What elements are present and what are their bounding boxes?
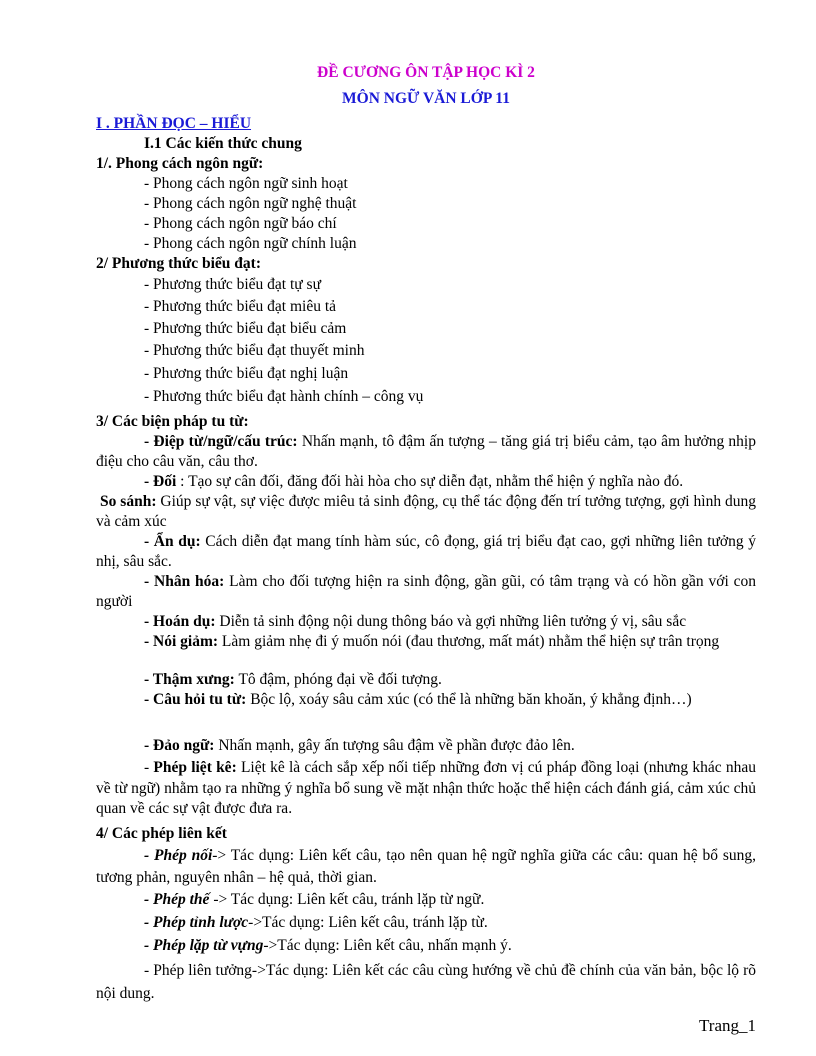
term: - Phép thế: [144, 891, 210, 908]
paragraph-phep-lien-tuong: - Phép liên tưởng->Tác dụng: Liên kết các câu cùng hướng về chủ đề chính của văn bản, bộc lộ rõ nội dung.: [96, 962, 756, 1002]
paragraph-cau-hoi: [96, 690, 756, 710]
text: ->Tác dụng: Liên kết câu, nhấn mạnh ý.: [263, 937, 512, 954]
paragraph-an-du: [96, 532, 756, 572]
page-number: Trang_1: [699, 1016, 756, 1035]
term: - Nhân hóa:: [144, 573, 225, 590]
heading-bien-phap: 3/ Các biện pháp tu từ:: [96, 413, 249, 430]
text: Tô đậm, phóng đại về đối tượng.: [234, 671, 442, 688]
paragraph-so-sanh: [96, 492, 756, 532]
text: Nhấn mạnh, tô đậm ấn tượng – tăng giá trị biểu cảm, tạo âm hưởng nhịp điệu cho câu văn, câu thơ.: [96, 433, 756, 470]
list-item: - Phương thức biểu đạt thuyết minh: [144, 342, 365, 359]
paragraph-noi-giam: [96, 632, 756, 652]
paragraph-tham-xung: [96, 670, 756, 690]
term: - Hoán dụ:: [144, 613, 216, 630]
dash: -: [144, 759, 154, 776]
term: - Điệp từ/ngữ/cấu trúc:: [144, 433, 298, 450]
text: -> Tác dụng: Liên kết câu, tạo nên quan hệ ngữ nghĩa giữa các câu: quan hệ bổ sung, tương phản, nguyên nhân – hệ quả, thời gian.: [96, 847, 756, 886]
text: ->Tác dụng: Liên kết câu, tránh lặp từ.: [248, 914, 488, 931]
text: : Tạo sự cân đối, đăng đối hài hòa cho sự diễn đạt, nhằm thể hiện ý nghĩa nào đó.: [176, 473, 684, 490]
doc-title: ĐỀ CƯƠNG ÔN TẬP HỌC KÌ 2: [317, 64, 535, 81]
text: Giúp sự vật, sự việc được miêu tả sinh động, cụ thể tác động đến trí tưởng tượng, gợi hình dung và cảm xúc: [96, 493, 757, 530]
doc-subtitle: MÔN NGỮ VĂN LỚP 11: [342, 90, 510, 107]
list-item: - Phương thức biểu đạt tự sự: [144, 276, 321, 293]
list-item: - Phong cách ngôn ngữ chính luận: [144, 235, 357, 252]
text: Nhấn mạnh, gây ấn tượng sâu đậm về phần được đảo lên.: [214, 737, 575, 754]
heading-phuong-thuc: 2/ Phương thức biểu đạt:: [96, 255, 261, 272]
paragraph-nhan-hoa: [96, 572, 756, 612]
term: - Đảo ngữ:: [144, 737, 215, 754]
heading-lien-ket: 4/ Các phép liên kết: [96, 825, 227, 842]
paragraph-phep-the: [96, 890, 756, 910]
list-item: - Phong cách ngôn ngữ nghệ thuật: [144, 195, 357, 212]
list-item: - Phong cách ngôn ngữ báo chí: [144, 215, 337, 232]
paragraph-hoan-du: [96, 612, 756, 632]
term: - Thậm xưng:: [144, 671, 235, 688]
text: Bộc lộ, xoáy sâu cảm xúc (có thể là những băn khoăn, ý khẳng định…): [246, 691, 692, 708]
text: Diễn tả sinh động nội dung thông báo và gợi những liên tưởng ý vị, sâu sắc: [215, 613, 687, 630]
paragraph-dao-ngu: [96, 736, 756, 756]
text: -> Tác dụng: Liên kết câu, tránh lặp từ ngữ.: [209, 891, 485, 908]
term: Phép liệt kê:: [153, 759, 237, 776]
paragraph-doi: [96, 472, 756, 492]
term: - Phép tỉnh lược: [144, 914, 249, 931]
list-item: - Phương thức biểu đạt nghị luận: [144, 365, 349, 382]
term: - Ẩn dụ:: [144, 533, 201, 550]
heading-phong-cach: 1/. Phong cách ngôn ngữ:: [96, 155, 264, 172]
term: - Câu hỏi tu từ:: [144, 691, 247, 708]
list-item: - Phong cách ngôn ngữ sinh hoạt: [144, 175, 348, 192]
section-heading: I . PHẦN ĐỌC – HIỂU: [96, 115, 252, 132]
term: - Phép lặp từ vựng: [144, 937, 264, 954]
paragraph-phep-tinh-luoc: [96, 913, 756, 933]
term: So sánh:: [100, 493, 157, 510]
paragraph-diep-tu: [96, 432, 756, 472]
text: Làm giảm nhẹ đi ý muốn nói (đau thương, mất mát) nhằm thể hiện sự trân trọng: [218, 633, 720, 650]
text: Liệt kê là cách sắp xếp nối tiếp những đơn vị cú pháp đồng loại (nhưng khác nhau về từ ngữ) nhằm tạo ra những ý nghĩa bổ sung về mặt nhận thức hoặc thể hiện cách đánh giá, cảm xúc chủ quan về các sự vật được đưa ra.: [96, 759, 756, 817]
list-item: - Phương thức biểu đạt hành chính – công vụ: [144, 388, 424, 405]
list-item: - Phương thức biểu đạt biểu cảm: [144, 320, 347, 337]
term: - Đối: [144, 473, 177, 490]
paragraph-phep-noi: [96, 845, 756, 889]
term: - Nói giảm:: [144, 633, 219, 650]
subsection-heading: I.1 Các kiến thức chung: [144, 135, 302, 152]
text: Cách diễn đạt mang tính hàm súc, cô đọng, giá trị biểu đạt cao, gợi những liên tưởng ý nhị, sâu sắc.: [96, 533, 756, 570]
term: - Phép nối: [144, 847, 213, 864]
paragraph-liet-ke: [96, 758, 756, 820]
text: Làm cho đối tượng hiện ra sinh động, gần gũi, có tâm trạng và có hồn gần với con người: [96, 573, 756, 610]
list-item: - Phương thức biểu đạt miêu tả: [144, 298, 337, 315]
paragraph-phep-lap: [96, 936, 756, 956]
